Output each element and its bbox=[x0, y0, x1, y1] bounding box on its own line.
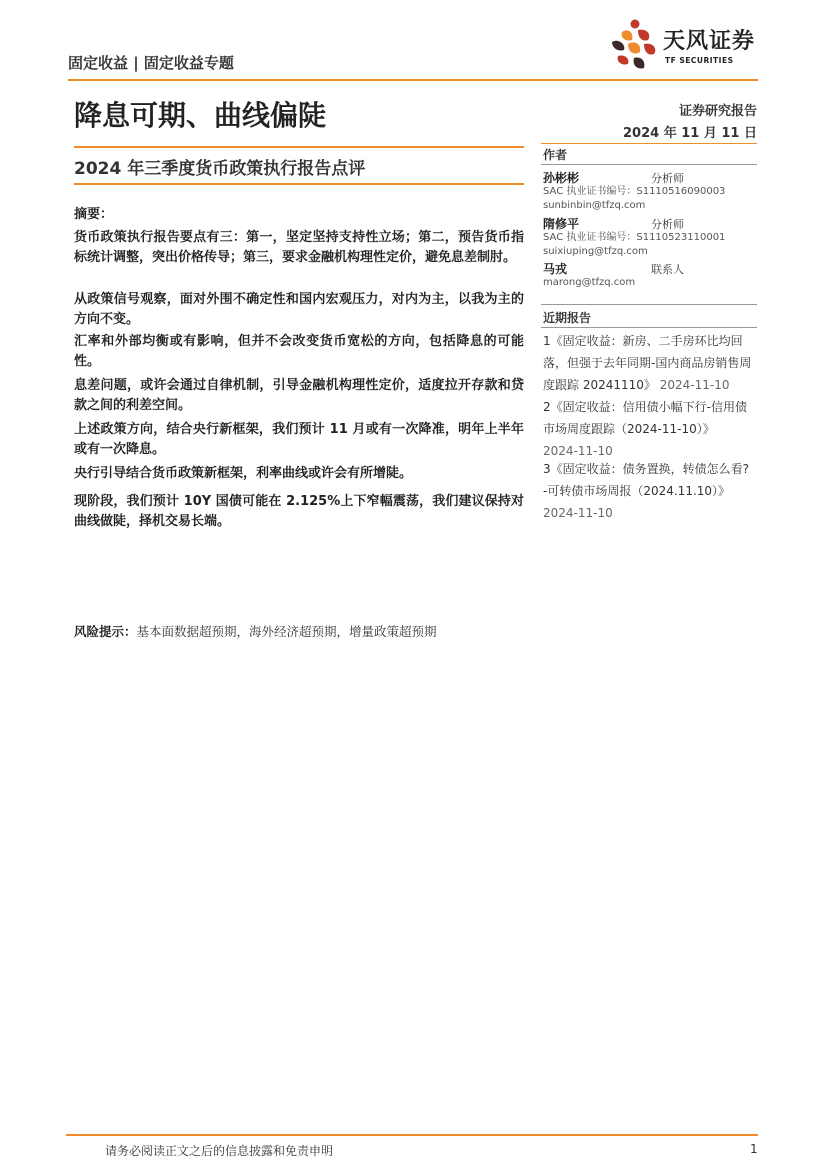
recent-report-title[interactable]: 3《固定收益：债务置换，转债怎么看? -可转债市场周报（2024.11.10）》 bbox=[543, 462, 750, 498]
recent-top-rule bbox=[541, 304, 757, 305]
recent-divider bbox=[541, 327, 757, 328]
logo-name-cn: 天风证券 bbox=[663, 29, 756, 54]
author-cert: SAC 执业证书编号：S1110523110001 bbox=[543, 232, 726, 243]
recent-report-title[interactable]: 2《固定收益：信用债小幅下行-信用债市场周度跟踪（2024-11-10）》 bbox=[543, 400, 747, 436]
risk-label: 风险提示： bbox=[74, 624, 137, 639]
author-role: 分析师 bbox=[651, 218, 684, 231]
recent-report-title[interactable]: 1《固定收益：新房、二手房环比均回落，但强于去年同期-国内商品房销售周度跟踪 20241110》 bbox=[543, 334, 752, 392]
summary-paragraph: 央行引导结合货币政策新框架，利率曲线或许会有所增陡。 bbox=[74, 466, 413, 481]
summary-paragraph: 现阶段，我们预计 10Y 国债可能在 2.125%上下窄幅震荡，我们建议保持对曲线做陡，择机交易长端。 bbox=[74, 494, 524, 529]
title-divider bbox=[74, 146, 524, 148]
footer-divider bbox=[66, 1134, 758, 1136]
summary-paragraph: 上述政策方向，结合央行新框架，我们预计 11 月或有一次降准，明年上半年或有一次降息。 bbox=[74, 422, 524, 457]
author-email[interactable]: marong@tfzq.com bbox=[543, 277, 636, 288]
author-name: 马戎 bbox=[543, 262, 568, 276]
recent-report-date: 2024-11-10 bbox=[543, 444, 613, 458]
summary-paragraph: 汇率和外部均衡或有影响，但并不会改变货币宽松的方向，包括降息的可能性。 bbox=[74, 334, 524, 369]
summary-paragraph: 从政策信号观察，面对外围不确定性和国内宏观压力，对内为主，以我为主的方向不变。 bbox=[74, 292, 524, 327]
header-divider bbox=[68, 79, 758, 81]
recent-report-item[interactable] bbox=[543, 396, 757, 462]
author-cert: SAC 执业证书编号：S1110516090003 bbox=[543, 186, 726, 197]
recent-report-item[interactable] bbox=[543, 330, 757, 396]
summary-heading: 摘要： bbox=[74, 207, 114, 222]
report-type: 证券研究报告 bbox=[678, 104, 757, 119]
authors-divider bbox=[541, 164, 757, 165]
footer-disclaimer: 请务必阅读正文之后的信息披露和免责申明 bbox=[105, 1144, 334, 1158]
risk-text: 基本面数据超预期，海外经济超预期，增量政策超预期 bbox=[136, 624, 437, 639]
company-logo bbox=[608, 18, 760, 74]
recent-report-item[interactable] bbox=[543, 458, 757, 524]
page-title: 降息可期、曲线偏陡 bbox=[74, 99, 327, 132]
author-role: 分析师 bbox=[651, 172, 684, 185]
authors-top-rule bbox=[541, 143, 757, 144]
authors-heading: 作者 bbox=[543, 148, 568, 162]
author-email[interactable]: suixiuping@tfzq.com bbox=[543, 246, 648, 257]
page-subtitle: 2024 年三季度货币政策执行报告点评 bbox=[74, 159, 366, 179]
recent-heading: 近期报告 bbox=[543, 311, 592, 325]
subtitle-divider bbox=[74, 183, 524, 185]
report-category: 固定收益 | 固定收益专题 bbox=[68, 54, 234, 72]
page-number: 1 bbox=[750, 1142, 758, 1156]
author-email[interactable]: sunbinbin@tfzq.com bbox=[543, 200, 646, 211]
summary-paragraph: 息差问题，或许会通过自律机制，引导金融机构理性定价，适度拉开存款和贷款之间的利差空间。 bbox=[74, 378, 524, 413]
report-date: 2024 年 11 月 11 日 bbox=[623, 126, 757, 141]
risk-warning bbox=[74, 622, 437, 640]
logo-mark-icon bbox=[608, 18, 662, 74]
recent-report-date: 2024-11-10 bbox=[659, 378, 730, 392]
author-name: 隋修平 bbox=[543, 217, 580, 231]
author-role: 联系人 bbox=[651, 263, 684, 276]
summary-paragraph: 货币政策执行报告要点有三：第一，坚定坚持支持性立场；第二，预告货币指标统计调整，突出价格传导；第三，要求金融机构理性定价，避免息差制肘。 bbox=[74, 230, 524, 265]
author-name: 孙彬彬 bbox=[543, 171, 580, 185]
logo-name-en: TF SECURITIES bbox=[665, 56, 734, 65]
recent-report-date: 2024-11-10 bbox=[543, 506, 613, 520]
